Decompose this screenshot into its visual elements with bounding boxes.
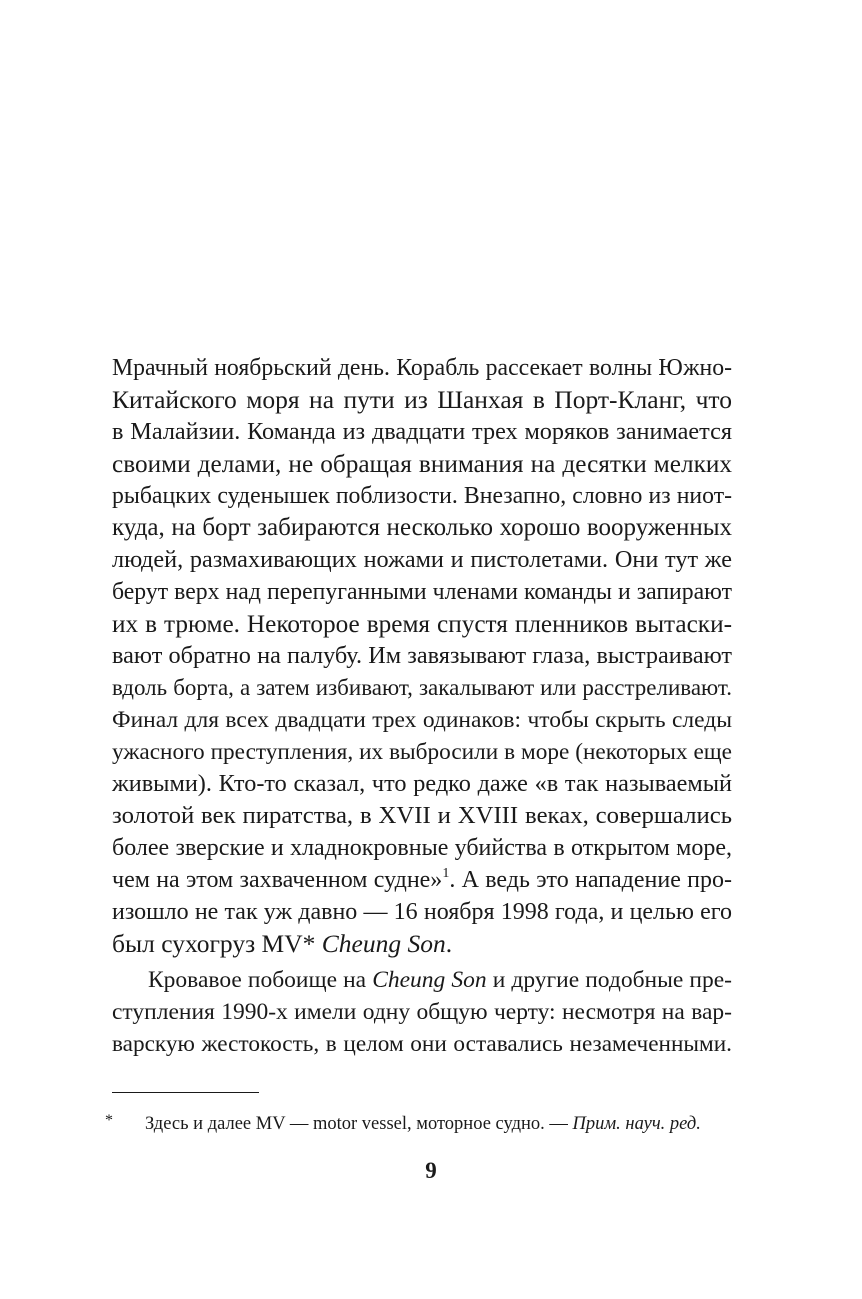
footnote-divider [112, 1092, 259, 1093]
footnote-attribution: Прим. науч. ред. [572, 1114, 701, 1134]
text-line: более зверские и хладнокровные убийства в открытом море, [112, 835, 732, 861]
text-line: вдоль борта, а затем избивают, закалывают или расстреливают. [112, 675, 732, 700]
text-line: живыми). Кто-то сказал, что редко даже «в так называемый [112, 770, 732, 797]
text-span: . [445, 929, 453, 958]
text-span: . А ведь это нападение про- [449, 867, 732, 893]
text-span: и другие подобные пре- [486, 967, 733, 993]
footnote-text: Здесь и далее MV — motor vessel, моторное судно. — [145, 1114, 573, 1134]
text-line: в Малайзии. Команда из двадцати трех моряков занимается [112, 418, 732, 445]
text-line: Финал для всех двадцати трех одинаков: чтобы скрыть следы [112, 707, 732, 733]
text-line: куда, на борт забираются несколько хорошо вооруженных [112, 514, 732, 541]
text-line: берут верх над перепуганными членами команды и запирают [112, 579, 732, 605]
main-text [112, 352, 732, 1060]
text-line: рыбацких суденышек поблизости. Внезапно, словно из ниот- [112, 483, 732, 509]
text-line: Мрачный ноябрьский день. Корабль рассекает волны Южно- [112, 355, 732, 381]
text-line: Китайского моря на пути из Шанхая в Порт-Кланг, что [112, 385, 732, 414]
footnote [105, 1108, 735, 1137]
page-number: 9 [425, 1158, 437, 1183]
footnote-ref-1: 1 [442, 866, 450, 881]
text-line: своими делами, не обращая внимания на десятки мелких [112, 450, 732, 478]
footnote-marker: * [105, 1112, 113, 1129]
text-line: вают обратно на палубу. Им завязывают глаза, выстраивают [112, 642, 732, 669]
text-line-with-footnote-ref [112, 864, 732, 896]
text-line: ступления 1990-х имели одну общую черту: несмотря на вар- [112, 999, 732, 1025]
text-line: ужасного преступления, их выбросили в море (некоторых еще [112, 739, 732, 765]
text-span: Кровавое побоище на [148, 967, 373, 993]
text-line: золотой век пиратства, в XVII и XVIII веках, совершались [112, 802, 732, 829]
text-line: их в трюме. Некоторое время спустя пленников вытаски- [112, 610, 732, 638]
text-line: варскую жестокость, в целом они оставались незамеченными. [112, 1031, 732, 1057]
paragraph2-first-line [112, 964, 732, 996]
text-line: людей, размахивающих ножами и пистолетами. Они тут же [112, 546, 732, 573]
text-span: был сухогруз MV* [112, 929, 322, 958]
text-line-last [112, 928, 732, 960]
ship-name: Cheung Son [321, 929, 446, 958]
text-span: чем на этом захваченном судне» [112, 867, 443, 893]
text-line: изошло не так уж давно — 16 ноября 1998 года, и целью его [112, 899, 732, 925]
ship-name: Cheung Son [372, 967, 487, 993]
